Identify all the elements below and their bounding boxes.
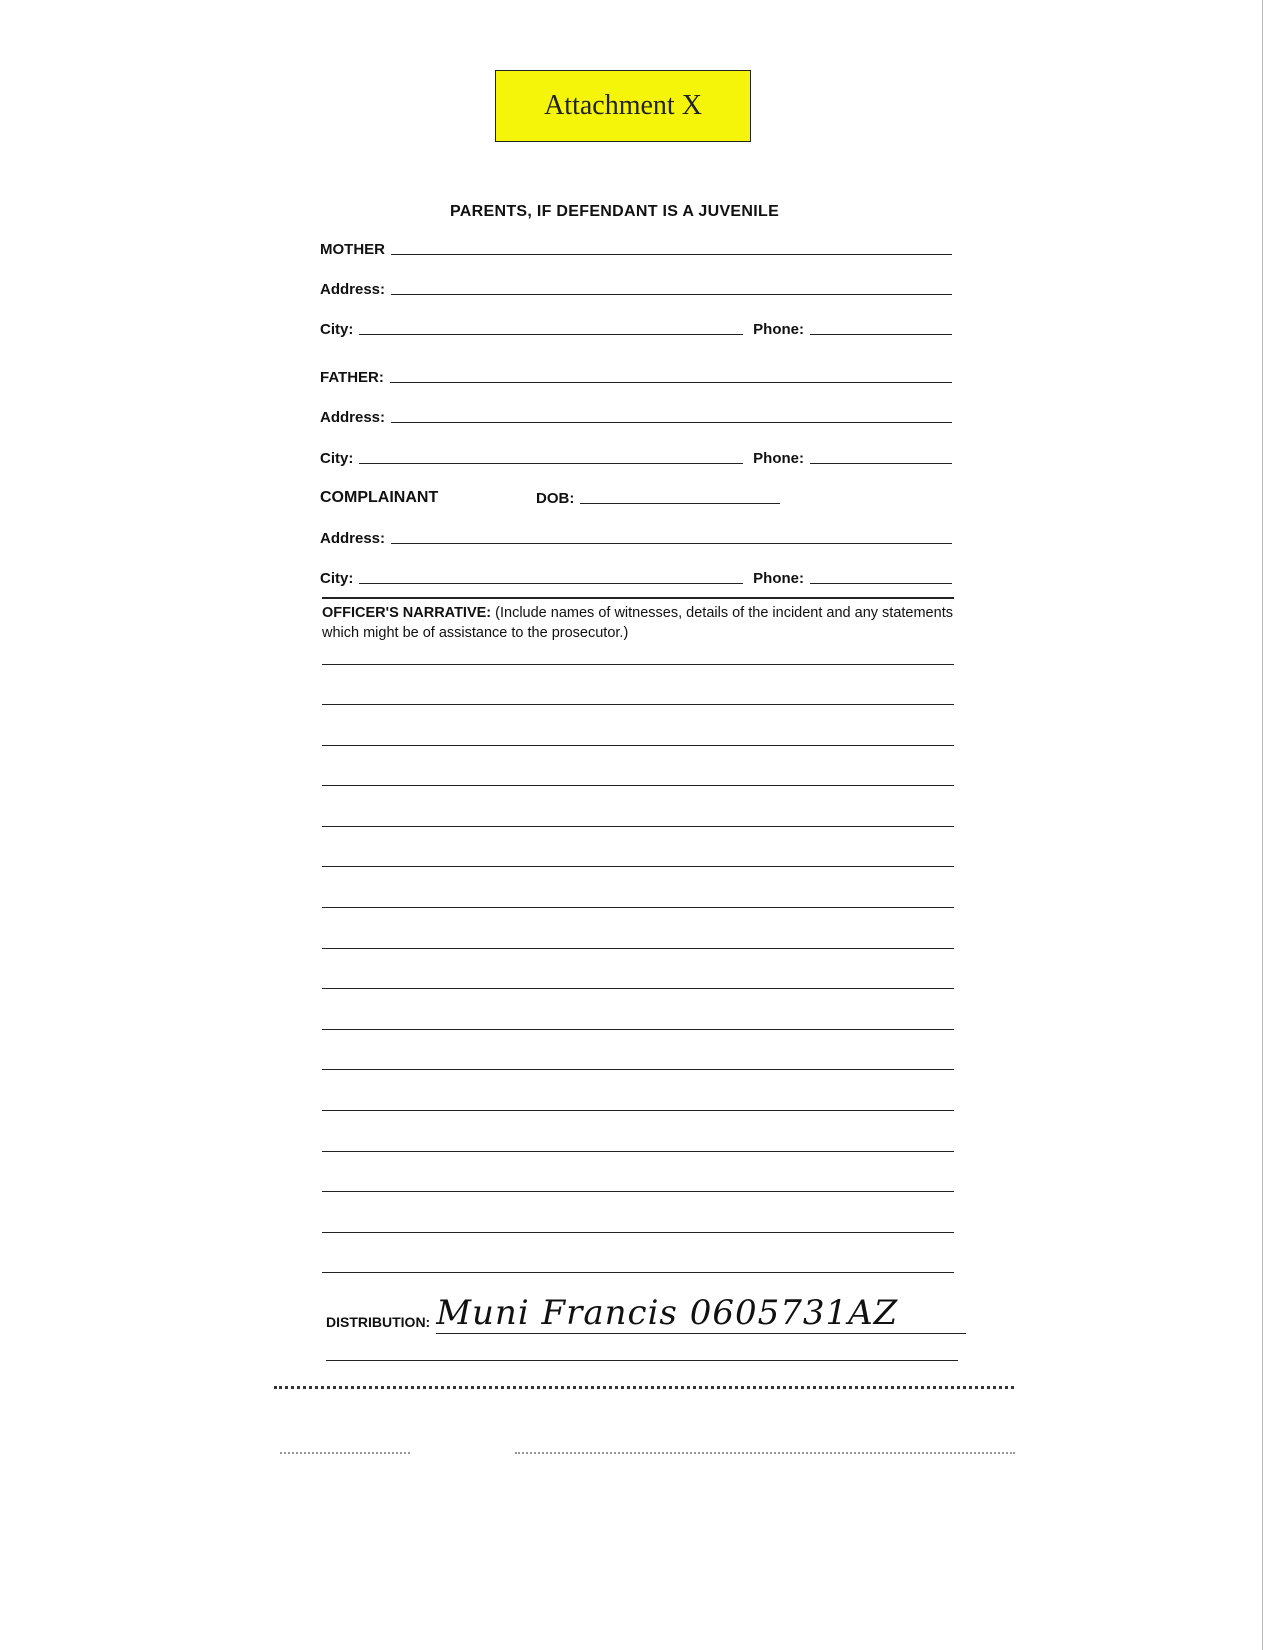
complainant-city-row bbox=[320, 565, 952, 587]
narrative-line[interactable] bbox=[322, 664, 954, 665]
father-address-field[interactable] bbox=[391, 422, 952, 423]
mother-phone-label: Phone: bbox=[753, 321, 804, 338]
narrative-line[interactable] bbox=[322, 1232, 954, 1233]
mother-field[interactable] bbox=[391, 254, 952, 255]
narrative-line[interactable] bbox=[322, 907, 954, 908]
mother-label: MOTHER bbox=[320, 241, 385, 258]
father-field[interactable] bbox=[390, 382, 952, 383]
attachment-label: Attachment X bbox=[544, 90, 702, 121]
father-city-field[interactable] bbox=[359, 463, 743, 464]
mother-phone-field[interactable] bbox=[810, 334, 952, 335]
father-city-row bbox=[320, 445, 952, 467]
distribution-extra-line[interactable] bbox=[326, 1360, 958, 1361]
mother-address-row bbox=[320, 276, 952, 298]
father-address-label: Address: bbox=[320, 409, 386, 426]
mother-city-field[interactable] bbox=[359, 334, 743, 335]
father-label: FATHER: bbox=[320, 369, 384, 386]
distribution-label: DISTRIBUTION: bbox=[326, 1314, 431, 1330]
narrative-line[interactable] bbox=[322, 745, 954, 746]
complainant-phone-field[interactable] bbox=[810, 583, 952, 584]
narrative-line[interactable] bbox=[322, 948, 954, 949]
mother-city-row bbox=[320, 316, 952, 338]
narrative-line[interactable] bbox=[322, 1110, 954, 1111]
narrative-instruction-text: (Include names of witnesses, details of the incident and any statements which might be of assistance to the prosecutor.) bbox=[322, 605, 953, 641]
narrative-instructions bbox=[322, 603, 962, 643]
father-phone-field[interactable] bbox=[810, 463, 952, 464]
mother-address-label: Address: bbox=[320, 281, 386, 298]
narrative-line[interactable] bbox=[322, 1029, 954, 1030]
attachment-label-box bbox=[495, 70, 751, 142]
narrative-line[interactable] bbox=[322, 1151, 954, 1152]
complainant-label: COMPLAINANT bbox=[320, 489, 439, 506]
scan-artifact bbox=[280, 1448, 410, 1454]
father-row bbox=[320, 364, 952, 386]
scan-artifact bbox=[515, 1448, 1015, 1454]
father-phone-label: Phone: bbox=[753, 450, 804, 467]
complainant-address-label: Address: bbox=[320, 530, 386, 547]
page-edge bbox=[1262, 0, 1263, 1650]
complainant-phone-label: Phone: bbox=[753, 570, 804, 587]
narrative-line[interactable] bbox=[322, 704, 954, 705]
distribution-handwritten-value[interactable]: Muni Francis 0605731AZ bbox=[436, 1293, 966, 1334]
mother-address-field[interactable] bbox=[391, 294, 952, 295]
cut-line bbox=[274, 1386, 1014, 1389]
complainant-city-label: City: bbox=[320, 570, 354, 587]
narrative-line[interactable] bbox=[322, 1191, 954, 1192]
narrative-line[interactable] bbox=[322, 866, 954, 867]
complainant-address-row bbox=[320, 525, 952, 547]
father-address-row bbox=[320, 404, 952, 426]
narrative-line[interactable] bbox=[322, 1272, 954, 1273]
complainant-dob-label: DOB: bbox=[536, 490, 575, 507]
distribution-row bbox=[326, 1290, 966, 1333]
narrative-heading: OFFICER'S NARRATIVE: bbox=[322, 605, 492, 621]
complainant-row bbox=[320, 485, 952, 507]
narrative-divider bbox=[322, 597, 954, 599]
narrative-line[interactable] bbox=[322, 826, 954, 827]
complainant-dob-field[interactable] bbox=[580, 503, 780, 504]
narrative-line[interactable] bbox=[322, 785, 954, 786]
complainant-address-field[interactable] bbox=[391, 543, 952, 544]
narrative-line[interactable] bbox=[322, 988, 954, 989]
complainant-city-field[interactable] bbox=[359, 583, 743, 584]
father-city-label: City: bbox=[320, 450, 354, 467]
mother-row bbox=[320, 236, 952, 258]
mother-city-label: City: bbox=[320, 321, 354, 338]
narrative-line[interactable] bbox=[322, 1069, 954, 1070]
form-title: PARENTS, IF DEFENDANT IS A JUVENILE bbox=[450, 203, 780, 220]
